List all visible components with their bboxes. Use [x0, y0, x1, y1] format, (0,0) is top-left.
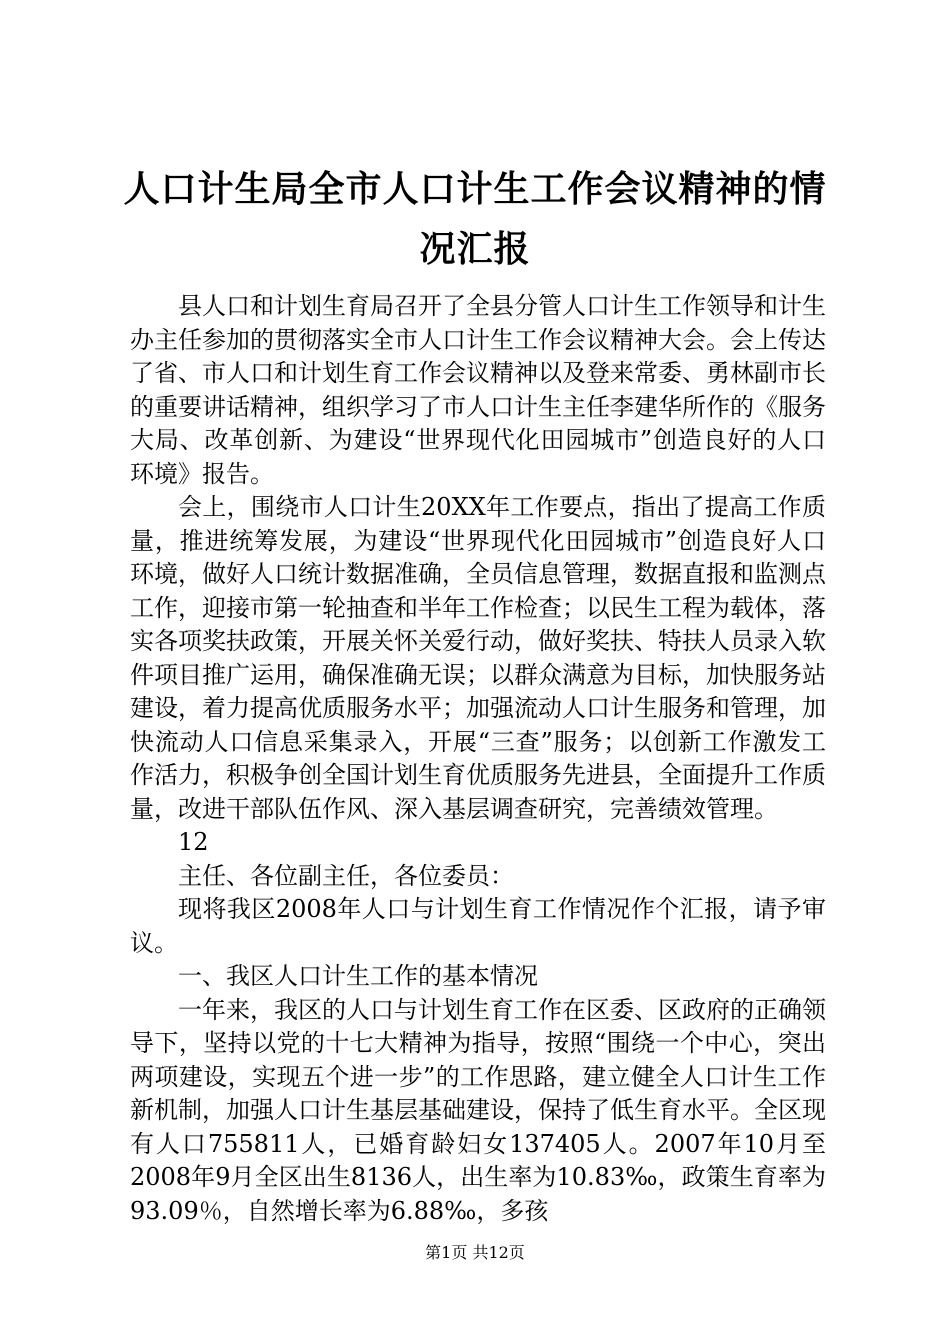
paragraph-salutation: 主任、各位副主任，各位委员： [178, 861, 514, 890]
paragraph-report-intro: 现将我区2008年人口与计划生育工作情况作个汇报，请予审议。 [130, 895, 826, 957]
paragraph-meeting-points: 会上，围绕市人口计生20XX年工作要点，指出了提高工作质量，推进统筹发展，为建设“世界现代化田园城市”创造良好人口环境，做好人口统计数据准确，全员信息管理，数据直报和监测点工作，迎接市第一轮抽查和半年工作检查；以民生工程为载体，落实各项奖扶政策，开展关怀关爱行动，做好奖扶、特扶人员录入软件项目推广运用，确保准确无误；以群众满意为目标，加快服务站建设，着力提高优质服务水平；加强流动人口计生服务和管理，加快流动人口信息采集录入，开展“三查”服务；以创新工作激发工作活力，积极争创全国计划生育优质服务先进县，全面提升工作质量，改进干部队伍作风、深入基层调查研究，完善绩效管理。 [130, 493, 826, 823]
document-body [130, 290, 826, 1228]
document-title: 人口计生局全市人口计生工作会议精神的情况汇报 [123, 169, 827, 270]
paragraph-number: 12 [178, 828, 209, 856]
paragraph-basic-situation: 一年来，我区的人口与计划生育工作在区委、区政府的正确领导下，坚持以党的十七大精神为指导，按照“围绕一个中心，突出两项建设，实现五个进一步”的工作思路，建立健全人口计生工作新机制，加强人口计生基层基础建设，保持了低生育水平。全区现有人口755811人，已婚育龄妇女137405人。2007年10月至2008年9月全区出生8136人，出生率为10.83‰，政策生育率为93.09％，自然增长率为6.88‰，多孩 [130, 995, 826, 1225]
section-heading: 一、我区人口计生工作的基本情况 [178, 962, 538, 990]
paragraph-meeting-summary: 县人口和计划生育局召开了全县分管人口计生工作领导和计生办主任参加的贯彻落实全市人口计生工作会议精神大会。会上传达了省、市人口和计划生育工作会议精神以及登来常委、勇林副市长的重要讲话精神，组织学习了市人口计生主任李建华所作的《服务大局、改革创新、为建设“世界现代化田园城市”创造良好的人口环境》报告。 [130, 292, 826, 488]
page-footer: 第1页 共12页 [425, 1243, 525, 1262]
